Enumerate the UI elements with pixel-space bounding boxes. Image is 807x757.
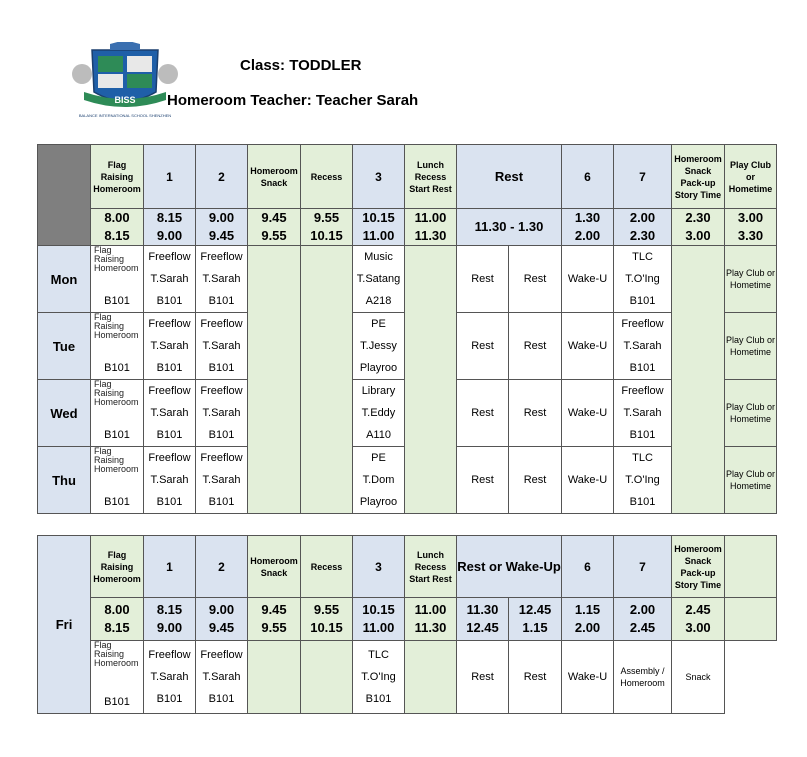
col-header: 7	[614, 536, 672, 598]
col-header: 2	[196, 536, 248, 598]
rest-cell: Rest	[509, 447, 562, 514]
col-header: Homeroom Snack	[248, 536, 301, 598]
club-cell: Play Club or Hometime	[725, 380, 777, 447]
day-label: Thu	[38, 447, 91, 514]
room-label: B101	[156, 362, 183, 374]
rest-cell: Rest	[457, 313, 509, 380]
time-cell: 2.45 3.00	[672, 598, 725, 641]
col-header: Flag Raising Homeroom	[91, 145, 144, 209]
time-cell: 8.00 8.15	[91, 598, 144, 641]
room-label: B101	[629, 429, 656, 441]
room-label: B101	[104, 295, 130, 307]
teacher-label: T.O'Ing	[625, 474, 660, 486]
col-header: Recess	[301, 145, 353, 209]
col-header: 3	[353, 145, 405, 209]
room-label: B101	[208, 693, 235, 705]
wake-cell: Wake-U	[562, 447, 614, 514]
teacher-label: T.Sarah	[623, 407, 662, 419]
time-cell: 3.00 3.30	[725, 209, 777, 246]
rest-cell: Rest	[509, 641, 562, 714]
room-label: B101	[104, 496, 130, 508]
time-cell: 12.45 1.15	[509, 598, 562, 641]
teacher-label: T.O'Ing	[361, 671, 396, 683]
header-row	[38, 145, 777, 209]
subject-label: Music	[364, 251, 393, 263]
time-cell: 2.00 2.30	[614, 209, 672, 246]
room-label: Playroo	[359, 362, 398, 374]
snack-cell: Snack	[672, 641, 725, 714]
col-header: 3	[353, 536, 405, 598]
teacher-label: T.O'Ing	[625, 273, 660, 285]
subject-label: Freeflow	[200, 452, 243, 464]
col-header: 7	[614, 145, 672, 209]
subject-label: Freeflow	[148, 318, 191, 330]
lunch-block	[405, 246, 457, 514]
room-label: B101	[156, 693, 183, 705]
friday-timetable	[37, 535, 777, 714]
col-header: 6	[562, 536, 614, 598]
col-header: Rest	[457, 145, 562, 209]
subject-label: Freeflow	[148, 251, 191, 263]
day-label: Mon	[38, 246, 91, 313]
room-label: B101	[629, 496, 656, 508]
subject-label: Freeflow	[200, 318, 243, 330]
time-cell: 1.15 2.00	[562, 598, 614, 641]
wake-cell: Wake-U	[562, 380, 614, 447]
fri-time-row	[38, 598, 777, 641]
teacher-label: T.Jessy	[360, 340, 397, 352]
time-cell: 9.45 9.55	[248, 598, 301, 641]
teacher-label: T.Sarah	[202, 671, 241, 683]
flag-cell: Flag Raising Homeroom	[94, 380, 139, 407]
teacher-title: Homeroom Teacher: Teacher Sarah	[167, 92, 419, 109]
room-label: B101	[104, 362, 130, 374]
subject-label: Freeflow	[200, 251, 243, 263]
teacher-label: T.Sarah	[150, 340, 189, 352]
time-cell: 9.55 10.15	[301, 209, 353, 246]
assembly-cell: Assembly / Homeroom	[614, 641, 672, 714]
rest-cell: Rest	[457, 380, 509, 447]
time-cell: 11.00 11.30	[405, 598, 457, 641]
subject-label: Freeflow	[200, 385, 243, 397]
subject-label: TLC	[368, 649, 389, 661]
corner-cell	[38, 145, 91, 246]
col-header: 2	[196, 145, 248, 209]
time-cell: 10.15 11.00	[353, 598, 405, 641]
rest-cell: Rest	[509, 313, 562, 380]
teacher-label: T.Sarah	[202, 273, 241, 285]
col-header: Homeroom Snack Pack-up Story Time	[672, 145, 725, 209]
teacher-label: T.Sarah	[150, 474, 189, 486]
time-row	[38, 209, 777, 246]
flag-cell: Flag Raising Homeroom	[94, 313, 139, 340]
room-label: B101	[156, 295, 183, 307]
wake-cell: Wake-U	[562, 641, 614, 714]
teacher-label: T.Dom	[362, 474, 395, 486]
snack-block	[248, 246, 301, 514]
subject-label: Freeflow	[200, 649, 243, 661]
wake-cell: Wake-U	[562, 246, 614, 313]
subject-label: Freeflow	[621, 385, 664, 397]
room-label: B101	[104, 429, 130, 441]
rest-cell: Rest	[457, 641, 509, 714]
subject-label: PE	[371, 318, 386, 330]
club-cell: Play Club or Hometime	[725, 313, 777, 380]
col-header: Homeroom Snack	[248, 145, 301, 209]
col-header: Recess	[301, 536, 353, 598]
room-label: B101	[208, 496, 235, 508]
snack-block	[248, 641, 301, 714]
teacher-label: T.Sarah	[202, 340, 241, 352]
time-cell: 2.30 3.00	[672, 209, 725, 246]
club-cell: Play Club or Hometime	[725, 246, 777, 313]
rest-cell: Rest	[509, 246, 562, 313]
time-cell: 8.15 9.00	[144, 209, 196, 246]
time-cell: 8.15 9.00	[144, 598, 196, 641]
teacher-label: T.Sarah	[150, 671, 189, 683]
room-label: Playroo	[359, 496, 398, 508]
subject-label: TLC	[632, 251, 653, 263]
col-header: Rest or Wake-Up	[457, 536, 562, 598]
teacher-label: T.Sarah	[150, 407, 189, 419]
col-header: Lunch Recess Start Rest	[405, 145, 457, 209]
col-header: Flag Raising Homeroom	[91, 536, 144, 598]
time-cell: 10.15 11.00	[353, 209, 405, 246]
subject-label: Freeflow	[621, 318, 664, 330]
col-header: Play Club or Hometime	[725, 145, 777, 209]
subject-label: Library	[361, 385, 396, 397]
svg-text:BALANCE INTERNATIONAL SCHOOL S: BALANCE INTERNATIONAL SCHOOL SHENZHEN	[78, 113, 172, 118]
time-cell: 11.30 - 1.30	[457, 209, 562, 246]
col-header: 1	[144, 536, 196, 598]
room-label: B101	[629, 362, 656, 374]
wake-cell: Wake-U	[562, 313, 614, 380]
time-cell: 8.00 8.15	[91, 209, 144, 246]
class-title: Class: TODDLER	[240, 57, 362, 74]
club-cell: Play Club or Hometime	[725, 447, 777, 514]
col-header: 1	[144, 145, 196, 209]
room-label: B101	[156, 496, 183, 508]
recess-block	[301, 641, 353, 714]
teacher-label: T.Sarah	[150, 273, 189, 285]
rest-cell: Rest	[509, 380, 562, 447]
room-label: B101	[156, 429, 183, 441]
room-label: B101	[104, 696, 130, 708]
subject-label: PE	[371, 452, 386, 464]
room-label: B101	[208, 295, 235, 307]
room-label: A110	[366, 429, 391, 441]
subject-label: TLC	[632, 452, 653, 464]
flag-cell: Flag Raising Homeroom	[94, 447, 139, 474]
empty-cell	[725, 598, 777, 641]
room-label: B101	[365, 693, 392, 705]
rest-cell: Rest	[457, 246, 509, 313]
fri-class-row	[38, 641, 777, 714]
room-label: A218	[365, 295, 392, 307]
time-cell: 11.30 12.45	[457, 598, 509, 641]
blank-cell	[725, 641, 777, 714]
weekly-timetable	[37, 144, 777, 514]
col-header: Lunch Recess Start Rest	[405, 536, 457, 598]
teacher-label: T.Sarah	[202, 407, 241, 419]
col-header: Homeroom Snack Pack-up Story Time	[672, 536, 725, 598]
room-label: B101	[208, 429, 235, 441]
teacher-label: T.Sarah	[202, 474, 241, 486]
school-logo	[70, 42, 180, 122]
time-cell: 9.45 9.55	[248, 209, 301, 246]
day-label: Wed	[38, 380, 91, 447]
teacher-label: T.Eddy	[361, 407, 396, 419]
svg-text:BISS: BISS	[114, 95, 136, 105]
fri-header-row	[38, 536, 777, 598]
time-cell: 11.00 11.30	[405, 209, 457, 246]
flag-cell: Flag Raising Homeroom	[94, 641, 139, 668]
day-label: Tue	[38, 313, 91, 380]
day-label: Fri	[38, 536, 91, 714]
subject-label: Freeflow	[148, 385, 191, 397]
time-cell: 1.30 2.00	[562, 209, 614, 246]
room-label: B101	[629, 295, 656, 307]
time-cell: 9.00 9.45	[196, 209, 248, 246]
time-cell: 2.00 2.45	[614, 598, 672, 641]
room-label: B101	[208, 362, 235, 374]
story-block	[672, 246, 725, 514]
teacher-label: T.Satang	[356, 273, 401, 285]
subject-label: Freeflow	[148, 452, 191, 464]
lunch-block	[405, 641, 457, 714]
time-cell: 9.55 10.15	[301, 598, 353, 641]
subject-label: Freeflow	[148, 649, 191, 661]
rest-cell: Rest	[457, 447, 509, 514]
col-header	[725, 536, 777, 598]
time-cell: 9.00 9.45	[196, 598, 248, 641]
col-header: 6	[562, 145, 614, 209]
day-row-mon	[38, 246, 777, 313]
recess-block	[301, 246, 353, 514]
flag-cell: Flag Raising Homeroom	[94, 246, 139, 273]
teacher-label: T.Sarah	[623, 340, 662, 352]
